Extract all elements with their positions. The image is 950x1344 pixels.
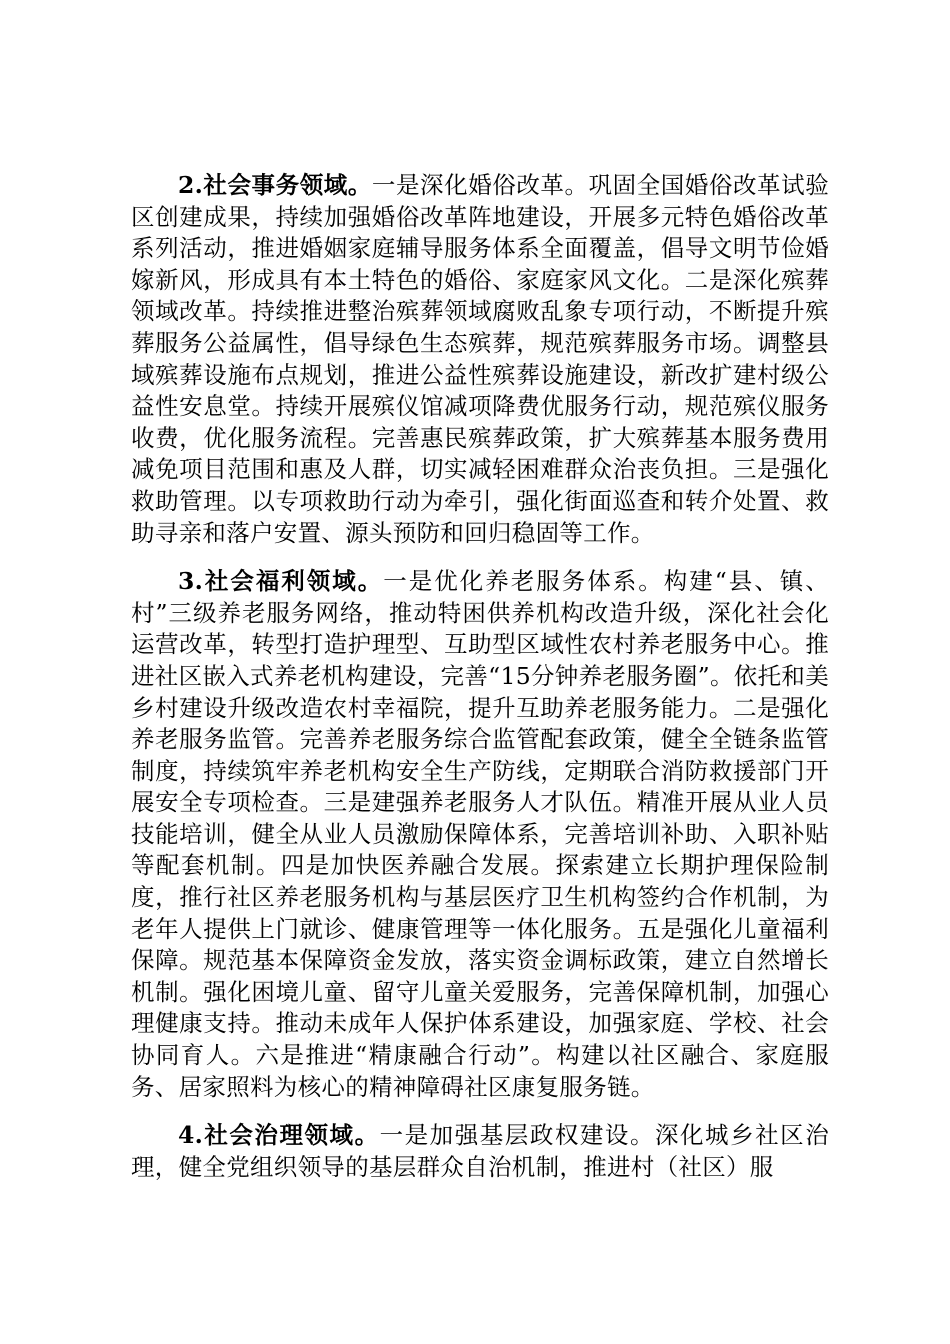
- section-heading-social-governance: 4.社会治理领域。: [178, 1121, 380, 1150]
- paragraph-social-affairs: [131, 170, 829, 549]
- paragraph-social-welfare: [131, 566, 829, 1103]
- paragraph-text-social-welfare: 一是优化养老服务体系。构建“县、镇、村”三级养老服务网络，推动特困供养机构改造升级，深化社会化运营改革，转型打造护理型、互助型区域性农村养老服务中心。推进社区嵌入式养老机构建设，完善“15分钟养老服务圈”。依托和美乡村建设升级改造农村幸福院，提升互助养老服务能力。二是强化养老服务监管。完善养老服务综合监管配套政策，健全全链条监管制度，持续筑牢养老机构安全生产防线，定期联合消防救援部门开展安全专项检查。三是建强养老服务人才队伍。精准开展从业人员技能培训，健全从业人员激励保障体系，完善培训补助、入职补贴等配套机制。四是加快医养融合发展。探索建立长期护理保险制度，推行社区养老服务机构与基层医疗卫生机构签约合作机制，为老年人提供上门就诊、健康管理等一体化服务。五是强化儿童福利保障。规范基本保障资金发放，落实资金调标政策，建立自然增长机制。强化困境儿童、留守儿童关爱服务，完善保障机制，加强心理健康支持。推动未成年人保护体系建设，加强家庭、学校、社会协同育人。六是推进“精康融合行动”。构建以社区融合、家庭服务、居家照料为核心的精神障碍社区康复服务链。: [131, 567, 830, 1101]
- paragraph-social-governance: [131, 1120, 829, 1183]
- document-body: [131, 170, 829, 1200]
- section-heading-social-welfare: 3.社会福利领域。: [178, 567, 384, 596]
- paragraph-text-social-governance: 一是加强基层政权建设。深化城乡社区治理，健全党组织领导的基层群众自治机制，推进村（社区）服: [131, 1121, 829, 1181]
- section-heading-social-affairs: 2.社会事务领域。: [178, 171, 372, 199]
- paragraph-text-social-affairs: 一是深化婚俗改革。巩固全国婚俗改革试验区创建成果，持续加强婚俗改革阵地建设，开展多元特色婚俗改革系列活动，推进婚姻家庭辅导服务体系全面覆盖，倡导文明节俭婚嫁新风，形成具有本土特色的婚俗、家庭家风文化。二是深化殡葬领域改革。持续推进整治殡葬领域腐败乱象专项行动，不断提升殡葬服务公益属性，倡导绿色生态殡葬，规范殡葬服务市场。调整县域殡葬设施布点规划，推进公益性殡葬设施建设，新改扩建村级公益性安息堂。持续开展殡仪馆减项降费优服务行动，规范殡仪服务收费，优化服务流程。完善惠民殡葬政策，扩大殡葬基本服务费用减免项目范围和惠及人群，切实减轻困难群众治丧负担。三是强化救助管理。以专项救助行动为牵引，强化街面巡查和转介处置、救助寻亲和落户安置、源头预防和回归稳固等工作。: [131, 171, 829, 547]
